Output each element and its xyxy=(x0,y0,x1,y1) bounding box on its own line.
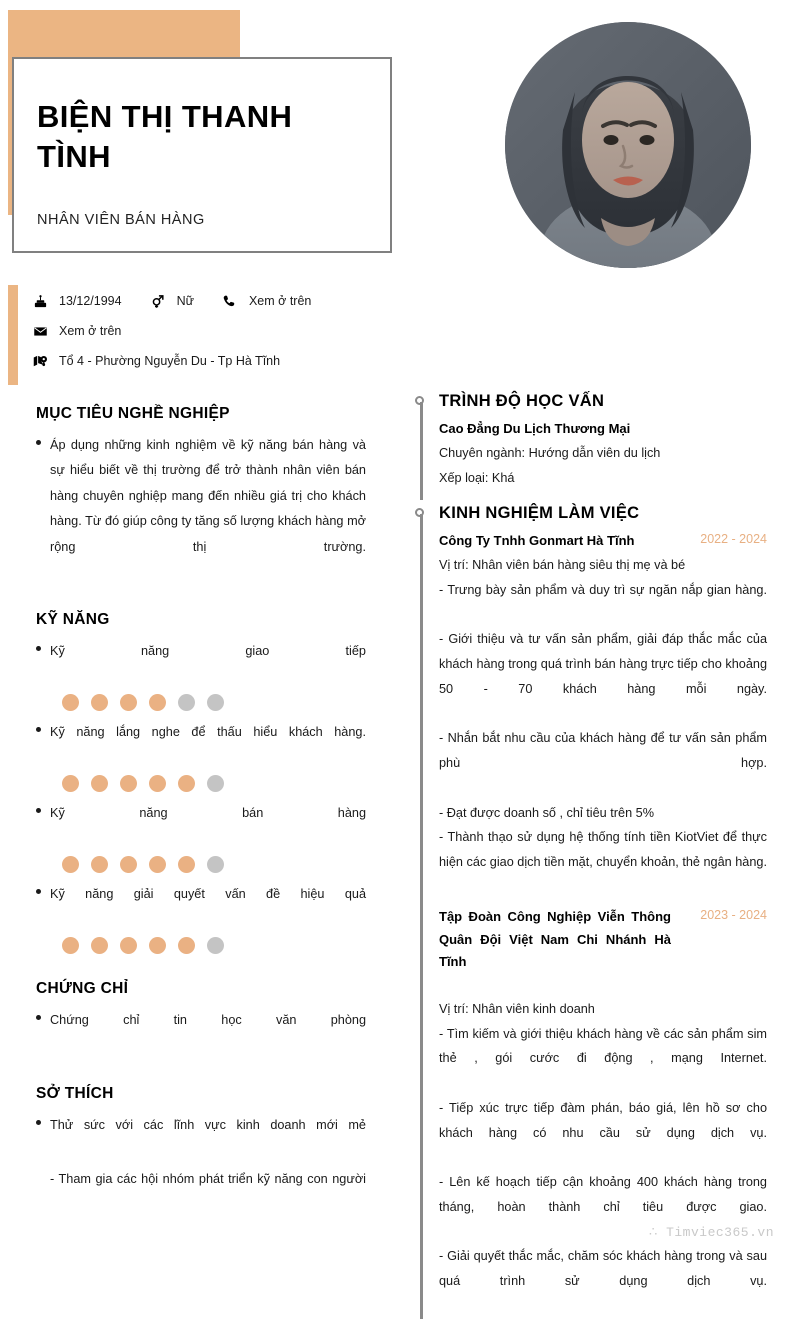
experience-position: Vị trí: Nhân viên kinh doanh xyxy=(439,1001,595,1016)
rating-dot xyxy=(207,694,224,711)
left-column xyxy=(36,405,366,1244)
experience-org: Công Ty Tnhh Gonmart Hà Tĩnh xyxy=(439,533,635,549)
education-entry xyxy=(439,418,767,490)
rating-dot xyxy=(62,856,79,873)
section-title-education: TRÌNH ĐỘ HỌC VẤN xyxy=(439,392,605,410)
skill-label: Kỹ năng bán hàng xyxy=(50,806,366,821)
rating-dot xyxy=(207,856,224,873)
list-item xyxy=(36,1167,366,1218)
rating-dot xyxy=(91,775,108,792)
education-school: Cao Đẳng Du Lịch Thương Mại xyxy=(439,421,631,436)
contact-row xyxy=(30,350,400,372)
skill-rating xyxy=(62,937,366,954)
rating-dot xyxy=(120,856,137,873)
contact-address xyxy=(30,354,280,369)
rating-dot xyxy=(207,775,224,792)
page-title: BIỆN THỊ THANH TÌNH xyxy=(37,99,293,174)
rating-dot xyxy=(149,775,166,792)
contact-row xyxy=(30,320,400,342)
rating-dot xyxy=(120,775,137,792)
contact-address-text: Tổ 4 - Phường Nguyễn Du - Tp Hà Tĩnh xyxy=(59,354,281,368)
experience-duty: - Trưng bày sản phẩm và duy trì sự ngăn nắp gian hàng. xyxy=(439,582,767,597)
experience-duty: - Lên kế hoạch tiếp cận khoảng 400 khách hàng trong tháng, hoàn thành chỉ tiêu được giao. xyxy=(439,1175,767,1214)
list-item xyxy=(36,1113,366,1164)
section-experience xyxy=(415,504,767,1318)
birthday-cake-icon xyxy=(30,294,50,309)
bullet-icon xyxy=(36,1008,50,1059)
job-title: NHÂN VIÊN BÁN HÀNG xyxy=(37,212,205,229)
contact-birthday-text: 13/12/1994 xyxy=(59,294,122,308)
bullet-icon xyxy=(36,433,50,585)
section-title-certificates: CHỨNG CHỈ xyxy=(36,979,129,997)
accent-bar-contacts xyxy=(8,285,18,385)
rating-dot xyxy=(207,937,224,954)
rating-dot xyxy=(149,937,166,954)
skill-label: Kỹ năng giao tiếp xyxy=(50,644,366,659)
interest-text: Thử sức với các lĩnh vực kinh doanh mới mẻ xyxy=(50,1117,366,1132)
avatar xyxy=(505,22,751,268)
experience-duty: - Tiếp xúc trực tiếp đàm phán, báo giá, lên hồ sơ cho khách hàng có nhu cầu sử dụng dịch vụ. xyxy=(439,1100,767,1140)
map-icon xyxy=(30,354,50,369)
rating-dot xyxy=(149,694,166,711)
experience-org: Tập Đoàn Công Nghiệp Viễn Thông Quân Đội Việt Nam Chi Nhánh Hà Tĩnh xyxy=(439,908,671,970)
experience-entry xyxy=(439,530,767,899)
experience-date: 2023 - 2024 xyxy=(700,907,767,922)
education-major: Chuyên ngành: Hướng dẫn viên du lịch xyxy=(439,445,661,460)
bullet-icon xyxy=(36,720,50,771)
section-certificates xyxy=(36,980,366,1059)
portrait-photo-icon xyxy=(505,22,751,268)
experience-entry xyxy=(439,906,767,1319)
rating-dot xyxy=(91,694,108,711)
education-grade: Xếp loại: Khá xyxy=(439,470,515,485)
experience-position: Vị trí: Nhân viên bán hàng siêu thị mẹ và bé xyxy=(439,558,686,573)
timeline-line xyxy=(420,402,423,500)
rating-dot xyxy=(62,937,79,954)
experience-duty: - Nhắn bắt nhu cầu của khách hàng để tư vấn sản phẩm phù hợp. xyxy=(439,731,767,771)
experience-duty: - Giải quyết thắc mắc, chăm sóc khách hàng trong và sau quá trình sử dụng dịch vụ. xyxy=(439,1249,767,1289)
contact-birthday xyxy=(30,294,122,309)
section-education xyxy=(415,392,767,500)
phone-icon xyxy=(220,294,240,309)
skill-label: Kỹ năng giải quyết vấn đề hiệu quả xyxy=(50,886,366,901)
list-item xyxy=(36,1008,366,1059)
certificate-text: Chứng chỉ tin học văn phòng xyxy=(50,1012,366,1027)
list-item xyxy=(36,639,366,711)
skill-rating xyxy=(62,694,366,711)
contact-info xyxy=(30,290,400,380)
list-item xyxy=(36,882,366,954)
bullet-icon xyxy=(36,882,50,933)
section-title-skills: KỸ NĂNG xyxy=(36,611,110,629)
name-card xyxy=(12,57,392,253)
section-title-interests: SỞ THÍCH xyxy=(36,1084,114,1102)
section-title-experience: KINH NGHIỆM LÀM VIỆC xyxy=(439,504,640,523)
section-title-objective: MỤC TIÊU NGHỀ NGHIỆP xyxy=(36,405,230,422)
contact-email xyxy=(30,324,121,339)
bullet-icon xyxy=(36,639,50,690)
envelope-icon xyxy=(30,324,50,339)
contact-row xyxy=(30,290,400,312)
contact-phone-text: Xem ở trên xyxy=(248,294,312,308)
rating-dot xyxy=(178,694,195,711)
rating-dot xyxy=(149,856,166,873)
section-interests xyxy=(36,1085,366,1219)
skill-rating xyxy=(62,775,366,792)
interest-subtext: - Tham gia các hội nhóm phát triển kỹ năng con người xyxy=(50,1172,366,1187)
objective-text: Áp dụng những kinh nghiệm về kỹ năng bán hàng và sự hiểu biết về thị trường để trở thành nhân viên bán hàng chuyên nghiệp mang đến nhiều giá trị cho khách hàng. Từ đó giúp công ty tăng số lượng khách hàng mở rộng thị trường. xyxy=(50,438,366,554)
experience-duty: - Giới thiệu và tư vấn sản phẩm, giải đáp thắc mắc của khách hàng trong quá trình bán hàng trực tiếp cho khoảng 50 - 70 khách hàng mỗi ngày. xyxy=(439,632,767,696)
rating-dot xyxy=(62,694,79,711)
list-item xyxy=(36,433,366,585)
skill-rating xyxy=(62,856,366,873)
experience-duty: - Thành thạo sử dụng hệ thống tính tiền KiotViet để thực hiện các giao dịch tiền mặt, chuyển khoản, thẻ ngân hàng. xyxy=(439,830,767,870)
rating-dot xyxy=(91,856,108,873)
watermark: ∴ Timviec365.vn xyxy=(649,1225,774,1240)
experience-date: 2022 - 2024 xyxy=(700,532,767,547)
timeline-line xyxy=(420,514,423,1318)
contact-gender-text: Nữ xyxy=(176,294,194,308)
bullet-icon xyxy=(36,1113,50,1164)
rating-dot xyxy=(62,775,79,792)
rating-dot xyxy=(178,775,195,792)
contact-phone xyxy=(220,294,311,309)
list-item xyxy=(36,720,366,792)
rating-dot xyxy=(178,937,195,954)
experience-duty: - Tìm kiếm và giới thiệu khách hàng về các sản phẩm sim thẻ , gói cước đi động , mạng Internet. xyxy=(439,1026,767,1066)
rating-dot xyxy=(120,694,137,711)
rating-dot xyxy=(91,937,108,954)
skill-label: Kỹ năng lắng nghe để thấu hiểu khách hàng. xyxy=(50,725,366,740)
rating-dot xyxy=(178,856,195,873)
section-objective xyxy=(36,405,366,585)
rating-dot xyxy=(120,937,137,954)
bullet-icon xyxy=(36,801,50,852)
contact-gender xyxy=(148,294,194,309)
experience-duty: - Đạt được doanh số , chỉ tiêu trên 5% xyxy=(439,805,654,820)
gender-icon xyxy=(148,294,168,309)
right-column xyxy=(415,392,767,1325)
section-skills xyxy=(36,611,366,953)
contact-email-text: Xem ở trên xyxy=(59,324,122,338)
list-item xyxy=(36,801,366,873)
